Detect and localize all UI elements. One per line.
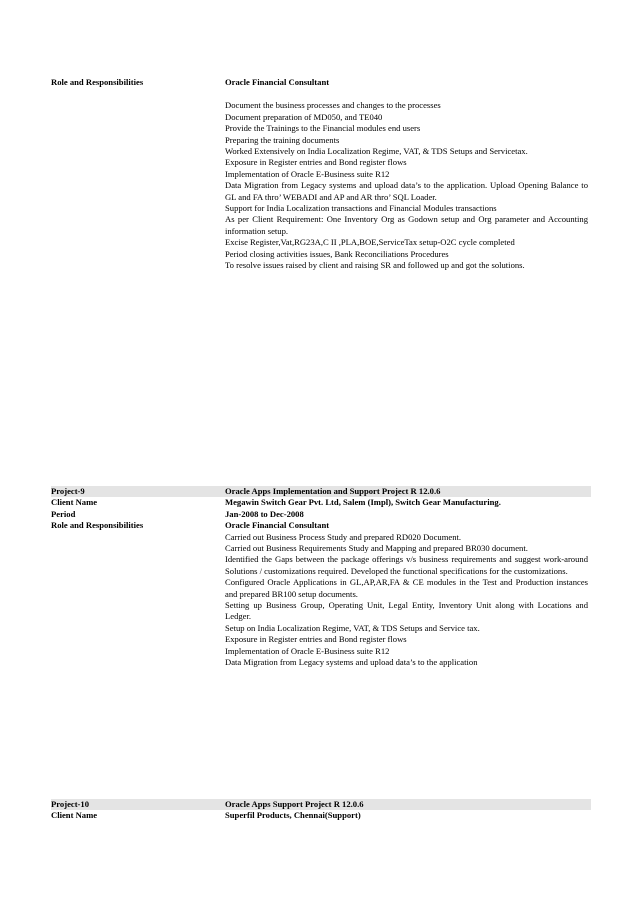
list-item: Data Migration from Legacy systems and upload data’s to the application: [225, 657, 478, 668]
responsibilities-row: [51, 100, 591, 271]
project-10-client-row: [51, 810, 591, 821]
list-item: Period closing activities issues, Bank Reconciliations Procedures: [225, 248, 449, 259]
list-item: Implementation of Oracle E-Business suite R12: [225, 645, 390, 656]
list-item: Preparing the training documents: [225, 134, 340, 145]
project-9-title: Oracle Apps Implementation and Support Project R 12.0.6: [225, 486, 441, 496]
list-item: Data Migration from Legacy systems and upload data’s to the application. Upload Opening Balance to GL and FA thro’ WEBADI and AP and AR thro’ SQL Loader.: [225, 180, 588, 202]
empty-label-cell: [51, 100, 225, 271]
list-item: Implementation of Oracle E-Business suite R12: [225, 168, 390, 179]
role-label: Role and Responsibilities: [51, 520, 144, 531]
responsibilities-list: [225, 532, 588, 669]
project-9-client-row: [51, 497, 591, 508]
list-item: To resolve issues raised by client and raising SR and followed up and got the solutions.: [225, 260, 525, 271]
project-9-role-row: [51, 520, 591, 531]
client-name-value: Megawin Switch Gear Pvt. Ltd, Salem (Impl), Switch Gear Manufacturing.: [225, 497, 501, 508]
list-item: Support for India Localization transactions and Financial Modules transactions: [225, 203, 497, 214]
client-name-label: Client Name: [51, 810, 98, 821]
role-value: Oracle Financial Consultant: [225, 77, 330, 87]
list-item: Identified the Gaps between the package offerings v/s business requirements and suggest work-around Solutions / customizations required. Developed the functional specifications for the customizations.: [225, 554, 588, 576]
spacer: [51, 88, 591, 100]
list-item: Configured Oracle Applications in GL,AP,AR,FA & CE modules in the Test and Production instances and prepared BR100 setup documents.: [225, 577, 588, 599]
project-10-label: Project-10: [51, 799, 90, 809]
list-item: Exposure in Register entries and Bond register flows: [225, 157, 407, 168]
role-value: Oracle Financial Consultant: [225, 520, 330, 531]
list-item: Provide the Trainings to the Financial modules end users: [225, 123, 421, 134]
responsibilities-list: [225, 100, 588, 271]
list-item: As per Client Requirement: One Inventory Org as Godown setup and Org parameter and Accounting information setup.: [225, 214, 588, 236]
client-name-value: Superfil Products, Chennai(Support): [225, 810, 361, 821]
project-9-header-row: [51, 486, 591, 497]
project-9-section: [51, 486, 591, 669]
empty-label-cell: [51, 532, 225, 669]
project-10-title: Oracle Apps Support Project R 12.0.6: [225, 799, 364, 809]
project-10-header-row: [51, 799, 591, 810]
list-item: Worked Extensively on India Localization Regime, VAT, & TDS Setups and Servicetax.: [225, 146, 528, 157]
project-9-label: Project-9: [51, 486, 85, 496]
period-value: Jan-2008 to Dec-2008: [225, 508, 304, 519]
role-label: Role and Responsibilities: [51, 77, 144, 87]
list-item: Exposure in Register entries and Bond register flows: [225, 634, 407, 645]
client-name-label: Client Name: [51, 497, 98, 508]
role-section-top: [51, 77, 591, 272]
period-label: Period: [51, 508, 76, 519]
list-item: Setup on India Localization Regime, VAT, & TDS Setups and Service tax.: [225, 622, 480, 633]
project-10-section: [51, 799, 591, 822]
list-item: Document the business processes and changes to the processes: [225, 100, 441, 111]
list-item: Document preparation of MD050, and TE040: [225, 111, 383, 122]
list-item: Setting up Business Group, Operating Unit, Legal Entity, Inventory Unit along with Locations and Ledger.: [225, 600, 588, 622]
list-item: Excise Register,Vat,RG23A,C II ,PLA,BOE,ServiceTax setup-O2C cycle completed: [225, 237, 515, 248]
list-item: Carried out Business Requirements Study and Mapping and prepared BR030 document.: [225, 543, 528, 554]
role-row: [51, 77, 591, 88]
project-9-responsibilities-row: [51, 532, 591, 669]
project-9-period-row: [51, 509, 591, 520]
list-item: Carried out Business Process Study and prepared RD020 Document.: [225, 531, 462, 542]
